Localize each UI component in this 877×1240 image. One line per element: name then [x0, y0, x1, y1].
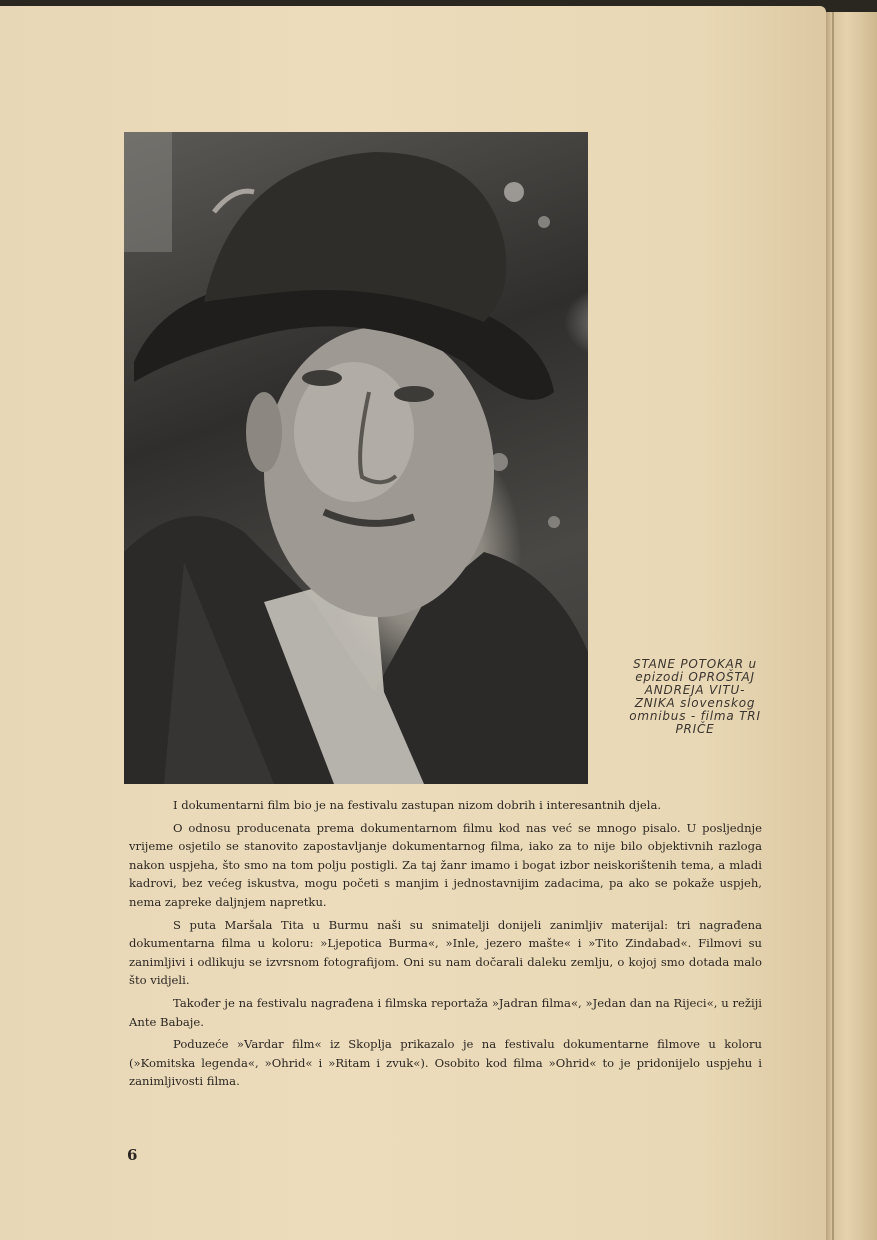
- article-paragraph: Također je na festivalu nagrađena i filmska reportaža »Jadran filma«, »Jedan dan na Rijeci«, u režiji Ante Babaje.: [129, 995, 762, 1029]
- caption-line: ZNIKA slovenskog: [634, 696, 756, 710]
- caption-line: epizodi OPROŠTAJ: [635, 670, 755, 684]
- page-number: 6: [127, 1146, 138, 1164]
- article-paragraph: I dokumentarni film bio je na festivalu zastupan nizom dobrih i interesantnih djela.: [173, 798, 662, 812]
- caption-line: ANDREJA VITU-: [644, 683, 746, 697]
- caption-line: STANE POTOKAR u: [633, 657, 757, 671]
- article-paragraph: Poduzeće »Vardar film« iz Skoplja prikazalo je na festivalu dokumentarne filmove u koloru (»Komitska legenda«, »Ohrid« i »Ritam i zvuk«). Osobito kod filma »Ohrid« to je pridonijelo uspjehu i zanimljivosti filma.: [129, 1037, 762, 1089]
- portrait-photo-icon: [124, 132, 588, 784]
- article-paragraph: S puta Maršala Tita u Burmu naši su snimatelji donijeli zanimljiv materijal: tri nagrađena dokumentarna filma u koloru: »Ljepotica Burma«, »Inle, jezero mašte« i »Tito Zindabad«. Filmovi su zanimljivi i odlikuju se izvrsnom fotografijom. Oni su nam dočarali daleku zemlju, o kojoj smo dotada malo što vidjeli.: [129, 917, 762, 988]
- caption-line: PRIČE: [675, 722, 715, 736]
- portrait-photo: [124, 132, 588, 784]
- caption-line: omnibus - filma TRI: [629, 709, 761, 723]
- article-paragraph: O odnosu producenata prema dokumentarnom filmu kod nas već se mnogo pisalo. U posljednje vrijeme osjetilo se stanovito zapostavljanje dokumentarnog filma, iako za to nije bilo objektivnih razloga nakon uspjeha, što smo na tom polju postigli. Za taj žanr imamo i bogat izbor neiskorištenih tema, a mladi kadrovi, bez većeg iskustva, mogu početi s manjim i jednostavnijim zadacima, pa ako se pokaže uspjeh, nema zapreke daljnjem napretku.: [129, 820, 762, 909]
- photo-caption: [597, 658, 793, 736]
- book-page-edge: [826, 12, 877, 1240]
- article-text: [129, 796, 762, 1095]
